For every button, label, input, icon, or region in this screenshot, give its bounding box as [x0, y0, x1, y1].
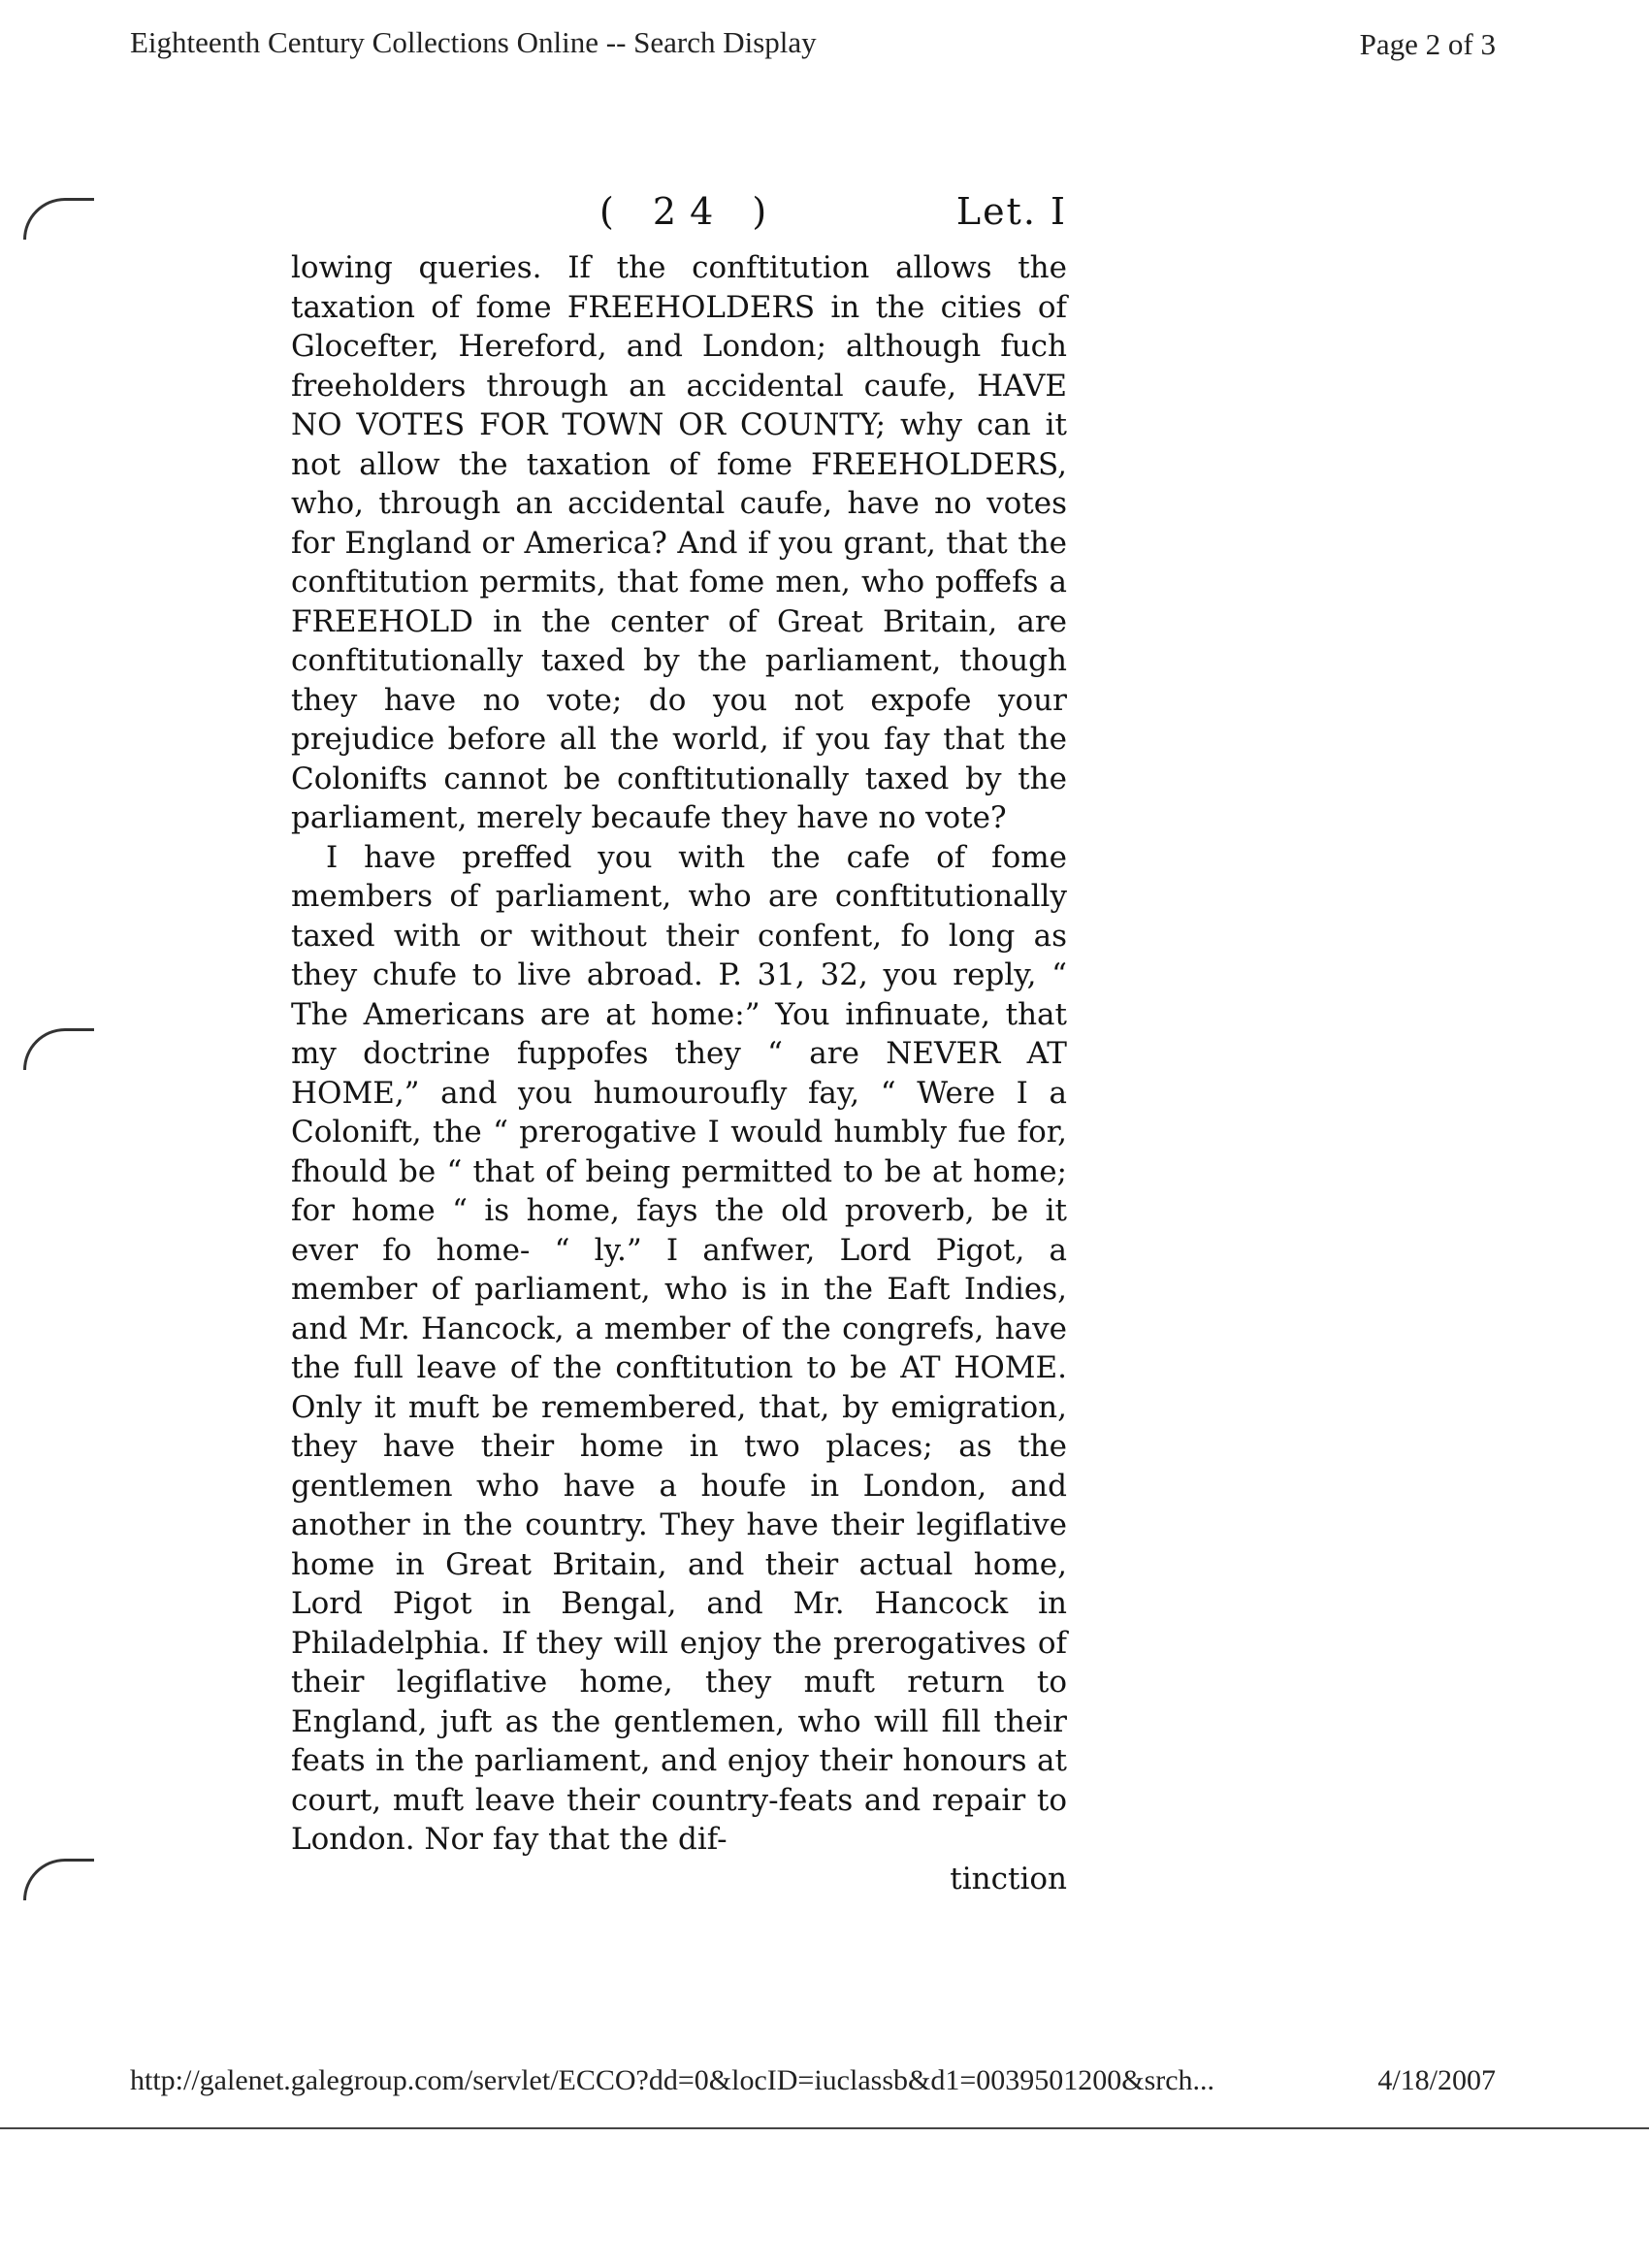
print-footer-url: http://galenet.galegroup.com/servlet/ECCO?dd=0&locID=iuclassb&d1=0039501200&srch...	[130, 2064, 1215, 2096]
footer-divider	[0, 2127, 1649, 2129]
print-footer-date: 4/18/2007	[1377, 2064, 1496, 2096]
running-head	[291, 190, 1067, 248]
page-number: ( 24 )	[599, 190, 781, 233]
punch-hole-mark-top	[23, 198, 94, 240]
scanned-book-page	[291, 190, 1067, 1898]
print-header-page-count: Page 2 of 3	[1359, 27, 1496, 61]
print-header-title: Eighteenth Century Collections Online -- Search Display	[130, 25, 817, 59]
paragraph-2: I have preffed you with the cafe of fome members of parliament, who are conftitutionally taxed with or without their confent, fo long as they chufe to live abroad. P. 31, 32, you reply, “ The Americans are at home:” You infinuate, that my doctrine fuppofes they “ are NEVER AT HOME,” and you humouroufly fay, “ Were I a Colonift, the “ prerogative I would humbly fue for, fhould be “ that of being permitted to be at home; for home “ is home, fays the old proverb, be it ever fo home- “ ly.” I anfwer, Lord Pigot, a member of parliament, who is in the Eaft Indies, and Mr. Hancock, a member of the congrefs, have the full leave of the conftitution to be AT HOME. Only it muft be remembered, that, by emigration, they have their home in two places; as the gentlemen who have a houfe in London, and another in the country. They have their legiflative home in Great Britain, and their actual home, Lord Pigot in Bengal, and Mr. Hancock in Philadelphia. If they will enjoy the prerogatives of their legiflative home, they muft return to England, juft as the gentlemen, who will fill their feats in the parliament, and enjoy their honours at court, muft leave their country-feats and repair to London. Nor fay that the dif-	[291, 839, 1067, 1857]
punch-hole-mark-middle	[23, 1028, 94, 1070]
letter-number: Let. I	[955, 190, 1067, 233]
catchword: tinction	[950, 1861, 1067, 1896]
punch-hole-mark-bottom	[23, 1859, 94, 1900]
paragraph-1: lowing queries. If the conftitution allows the taxation of fome FREEHOLDERS in the cities of Glocefter, Hereford, and London; although fuch freeholders through an accidental caufe, HAVE NO VOTES FOR TOWN OR COUNTY; why can it not allow the taxation of fome FREEHOLDERS, who, through an accidental caufe, have no votes for England or America? And if you grant, that the conftitution permits, that fome men, who poffefs a FREEHOLD in the center of Great Britain, are conftitutionally taxed by the parliament, though they have no vote; do you not expofe your prejudice before all the world, if you fay that the Colonifts cannot be conftitutionally taxed by the parliament, merely becaufe they have no vote?	[291, 250, 1067, 835]
